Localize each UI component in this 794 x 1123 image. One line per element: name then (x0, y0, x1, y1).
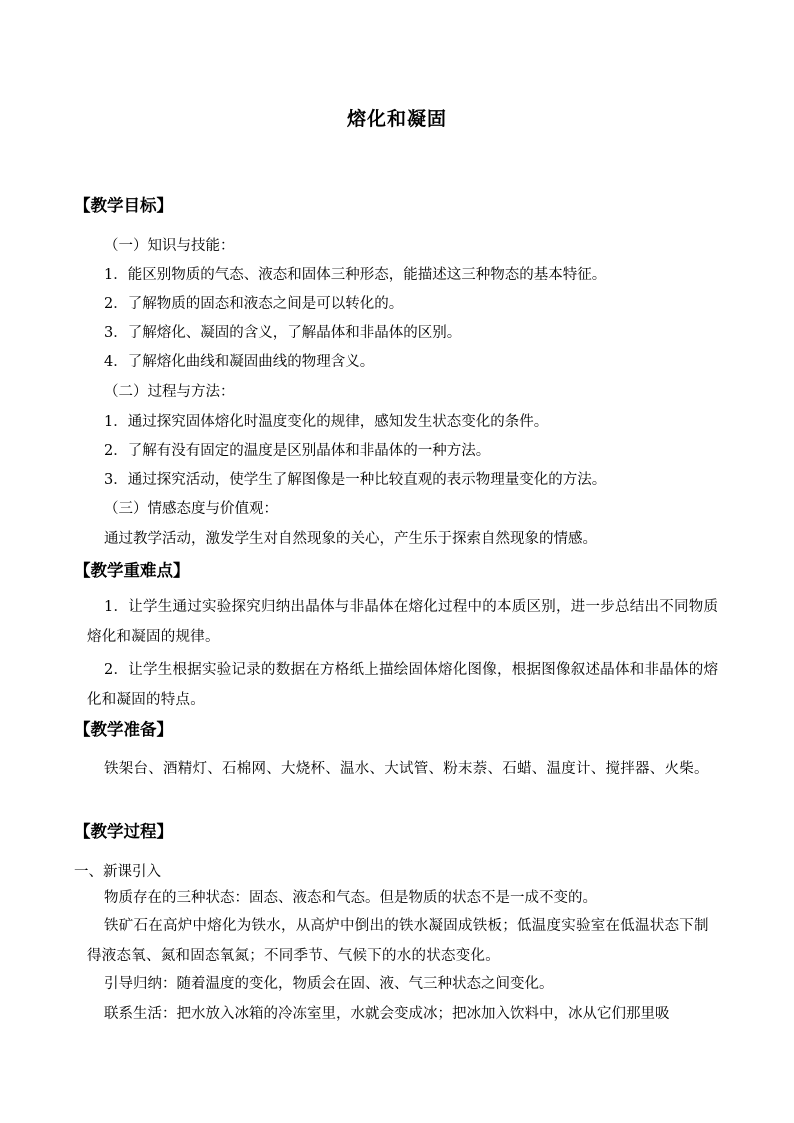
list-item: 1．能区别物质的气态、液态和固体三种形态，能描述这三种物态的基本特征。 (104, 267, 607, 283)
paragraph: 铁架台、酒精灯、石棉网、大烧杯、温水、大试管、粉末萘、石蜡、温度计、搅拌器、火柴。 (104, 761, 709, 777)
paragraph: 物质存在的三种状态：固态、液态和气态。但是物质的状态不是一成不变的。 (104, 890, 597, 906)
section-heading-key-points: 【教学重难点】 (74, 561, 190, 580)
subheading-new-lesson-intro: 一、新课引入 (74, 864, 161, 880)
paragraph: 2．让学生根据实验记录的数据在方格纸上描绘固体熔化图像，根据图像叙述晶体和非晶体的熔化和凝固的特点。 (87, 662, 719, 708)
paragraph: 引导归纳：随着温度的变化，物质会在固、液、气三种状态之间变化。 (104, 976, 554, 992)
paragraph: 1．让学生通过实验探究归纳出晶体与非晶体在熔化过程中的本质区别，进一步总结出不同物质熔化和凝固的规律。 (87, 599, 719, 645)
section-heading-process: 【教学过程】 (74, 822, 173, 841)
subheading-knowledge-skills: （一）知识与技能： (104, 238, 235, 254)
list-item: 1．通过探究固体熔化时温度变化的规律，感知发生状态变化的条件。 (104, 414, 549, 430)
subheading-emotion-values: （三）情感态度与价值观： (104, 501, 278, 517)
list-item: 3．了解熔化、凝固的含义，了解晶体和非晶体的区别。 (104, 325, 462, 341)
paragraph: 联系生活：把水放入冰箱的冷冻室里，水就会变成冰；把冰加入饮料中，冰从它们那里吸 (104, 1006, 670, 1022)
document-title: 熔化和凝固 (346, 108, 447, 130)
subheading-process-methods: （二）过程与方法： (104, 384, 235, 400)
paragraph: 铁矿石在高炉中熔化为铁水，从高炉中倒出的铁水凝固成铁板；低温度实验室在低温状态下制得液态氧、氮和固态氧氮；不同季节、气候下的水的状态变化。 (87, 918, 709, 964)
list-item: 2．了解物质的固态和液态之间是可以转化的。 (104, 296, 404, 312)
list-item: 2．了解有没有固定的温度是区别晶体和非晶体的一种方法。 (104, 443, 491, 459)
paragraph: 通过教学活动，激发学生对自然现象的关心，产生乐于探索自然现象的情感。 (104, 531, 597, 547)
section-heading-preparation: 【教学准备】 (74, 720, 173, 739)
list-item: 4．了解熔化曲线和凝固曲线的物理含义。 (104, 354, 375, 370)
list-item: 3．通过探究活动，使学生了解图像是一种比较直观的表示物理量变化的方法。 (104, 472, 607, 488)
section-heading-objectives: 【教学目标】 (74, 196, 173, 215)
